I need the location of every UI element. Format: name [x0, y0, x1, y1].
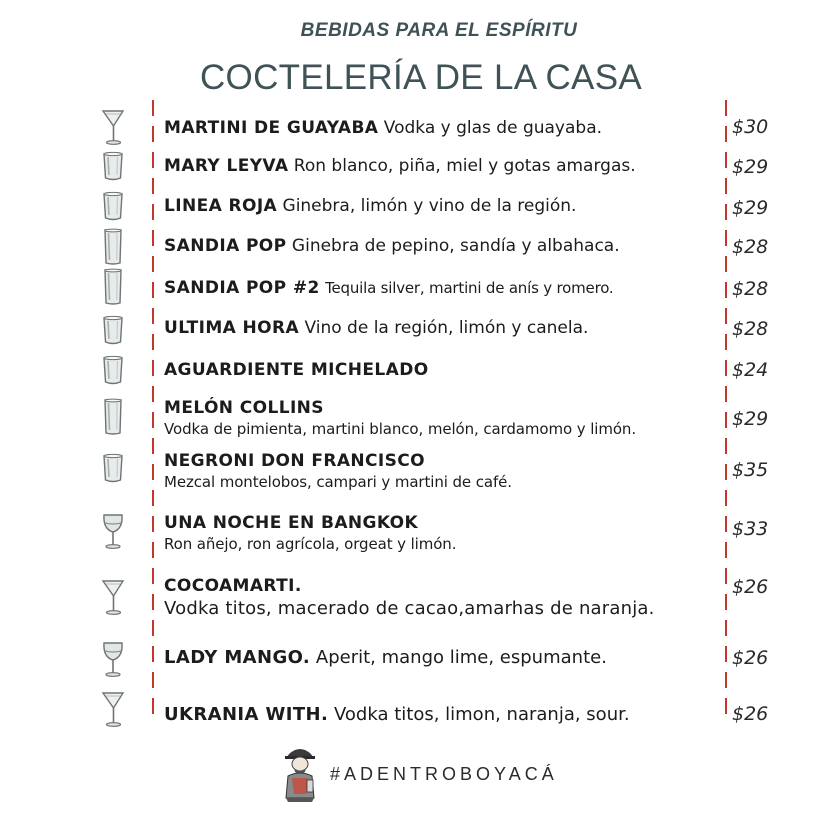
menu-item-description: Mezcal montelobos, campari y martini de café. [164, 473, 512, 491]
menu-item-price: $24 [732, 359, 769, 381]
menu-item-price: $29 [732, 408, 769, 430]
menu-item-name: NEGRONI DON FRANCISCO [164, 451, 425, 471]
menu-item-description: Vodka titos, limon, naranja, sour. [333, 704, 630, 725]
hashtag: #ADENTROBOYACÁ [330, 764, 558, 784]
menu-title: COCTELERÍA DE LA CASA [199, 58, 642, 97]
menu-item-description: Vino de la región, limón y canela. [304, 318, 589, 338]
mascot-illustration-icon [280, 742, 320, 802]
menu-item-name: AGUARDIENTE MICHELADO [164, 360, 429, 380]
menu-item-name: ULTIMA HORA [164, 318, 300, 338]
menu-item-description: Ron añejo, ron agrícola, orgeat y limón. [164, 535, 457, 553]
menu-item [164, 278, 724, 299]
menu-item-description: Vodka titos, macerado de cacao,amarhas de naranja. [164, 598, 655, 619]
menu-item-price: $29 [732, 197, 769, 219]
menu-item [164, 156, 724, 177]
menu-item-description: Aperit, mango lime, espumante. [315, 647, 607, 668]
menu-item-name: SANDIA POP [164, 236, 287, 256]
menu-item-name: MELÓN COLLINS [164, 398, 324, 418]
rocks-glass-icon [100, 310, 126, 348]
menu-item-description: Ginebra de pepino, sandía y albahaca. [291, 236, 620, 256]
menu-item [164, 647, 724, 668]
wine-glass-icon [100, 512, 126, 550]
left-divider [152, 100, 154, 720]
menu-item-description: Vodka y glas de guayaba. [383, 118, 603, 138]
menu-item-name: COCOAMARTI. [164, 576, 302, 596]
menu-item-description: Tequila silver, martini de anís y romero. [325, 279, 614, 297]
menu-item [164, 513, 724, 555]
highball-glass-icon [100, 228, 126, 266]
menu-item [164, 576, 724, 621]
rocks-glass-icon [100, 350, 126, 388]
menu-item-name: LINEA ROJA [164, 196, 278, 216]
menu-item-name: UNA NOCHE EN BANGKOK [164, 513, 419, 533]
menu-item [164, 360, 724, 381]
menu-item-price: $33 [732, 518, 769, 540]
right-divider [725, 100, 727, 720]
menu-item-description: Vodka de pimienta, martini blanco, melón, cardamomo y limón. [164, 420, 636, 438]
menu-item-price: $28 [732, 318, 769, 340]
martini-glass-icon [100, 690, 126, 728]
menu-item [164, 451, 724, 493]
wine-glass-icon [100, 640, 126, 678]
rocks-glass-icon [100, 448, 126, 486]
martini-glass-icon [100, 578, 126, 616]
menu-item [164, 236, 724, 257]
menu-item-price: $28 [732, 278, 769, 300]
menu-item-price: $26 [732, 647, 769, 669]
menu-item [164, 318, 724, 339]
highball-glass-icon [100, 398, 126, 436]
menu-item-name: LADY MANGO. [164, 647, 311, 668]
menu-item-name: MARY LEYVA [164, 156, 289, 176]
highball-glass-icon [100, 268, 126, 306]
rocks-glass-icon [100, 186, 126, 224]
menu-item-name: MARTINI DE GUAYABA [164, 118, 379, 138]
menu-item-description: Ginebra, limón y vino de la región. [282, 196, 577, 216]
menu-item-price: $29 [732, 156, 769, 178]
menu-subtitle: BEBIDAS PARA EL ESPÍRITU [300, 20, 578, 41]
footer [280, 742, 580, 804]
menu-item-description: Ron blanco, piña, miel y gotas amargas. [293, 156, 636, 176]
menu-item [164, 118, 724, 139]
menu-item-price: $26 [732, 703, 769, 725]
menu-item-price: $30 [732, 116, 769, 138]
menu-item-name: SANDIA POP #2 [164, 278, 320, 298]
menu-item-price: $35 [732, 459, 769, 481]
menu-item [164, 398, 724, 440]
rocks-glass-icon [100, 146, 126, 184]
menu-item-price: $28 [732, 236, 769, 258]
menu-item-price: $26 [732, 576, 769, 598]
menu-item [164, 704, 724, 725]
menu-item [164, 196, 724, 217]
menu-item-name: UKRANIA WITH. [164, 704, 329, 725]
martini-glass-icon [100, 108, 126, 146]
